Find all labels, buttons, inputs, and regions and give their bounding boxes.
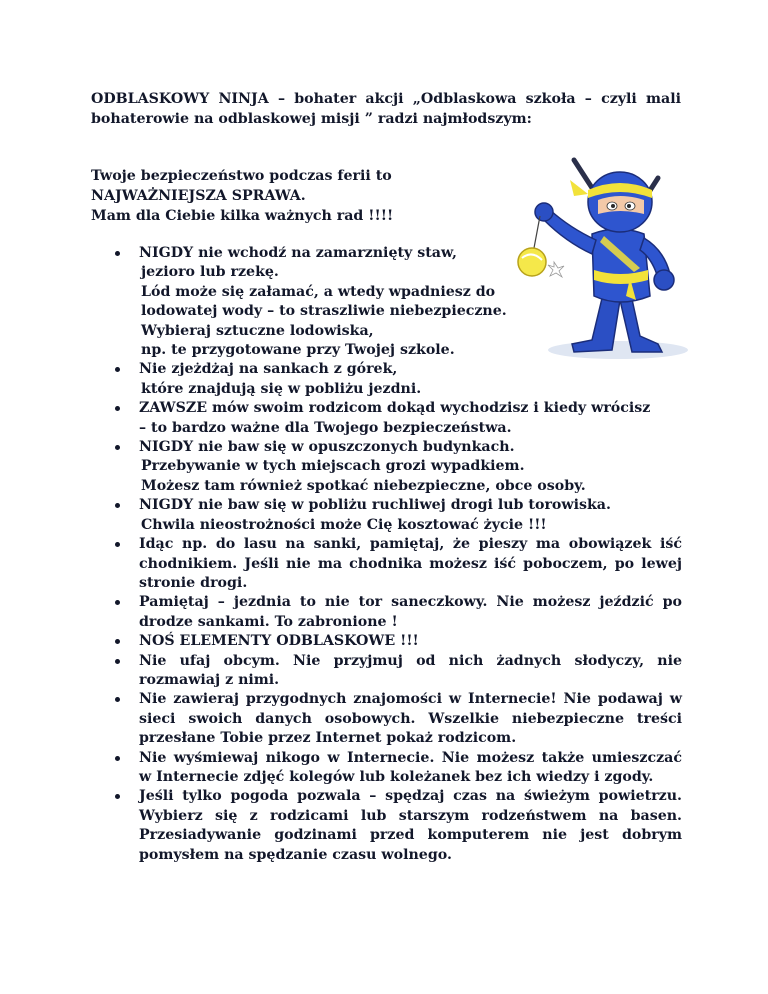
list-item-text: rozmawiaj z nimi.	[139, 671, 280, 688]
intro-paragraph	[91, 89, 681, 129]
list-item-text: sieci swoich danych osobowych. Wszelkie niebezpieczne treści	[139, 710, 682, 727]
list-item-text: Nie zjeżdżaj na sankach z górek,	[139, 361, 398, 378]
list-item-text: lodowatej wody – to straszliwie niebezpieczne.	[141, 303, 507, 320]
list-item-text: przesłane Tobie przez Internet pokaż rodzicom.	[139, 730, 517, 747]
list-item-text: chodnikiem. Jeśli nie ma chodnika możesz iść poboczem, po lewej	[139, 555, 682, 572]
greeting-line: NAJWAŻNIEJSZA SPRAWA.	[91, 188, 306, 204]
bullet-icon	[115, 445, 120, 450]
list-item-text: Nie zawieraj przygodnych znajomości w Internecie! Nie podawaj w	[139, 691, 682, 708]
list-item-text: NIGDY nie baw się w pobliżu ruchliwej drogi lub torowiska.	[139, 497, 611, 514]
bullet-icon	[115, 367, 120, 372]
list-item-text: w Internecie zdjęć kolegów lub koleżanek bez ich wiedzy i zgody.	[139, 768, 654, 785]
intro-line: ODBLASKOWY NINJA – bohater akcji „Odblaskowa szkoła – czyli mali	[91, 91, 681, 107]
list-item	[0, 652, 682, 691]
list-item-text: Przesiadywanie godzinami przed komputerem nie jest dobrym	[139, 827, 682, 844]
list-item-text: Wybierz się z rodzicami lub starszym rodzeństwem na basen.	[139, 807, 682, 824]
greeting-line: Twoje bezpieczeństwo podczas ferii to	[91, 168, 392, 184]
list-item-text: Chwila nieostrożności może Cię kosztować życie !!!	[141, 516, 547, 533]
bullet-icon	[115, 639, 120, 644]
bullet-icon	[115, 542, 120, 547]
list-item-text: ZAWSZE mów swoim rodzicom dokąd wychodzisz i kiedy wrócisz	[139, 400, 651, 417]
list-item-text: drodze sankami. To zabronione !	[139, 613, 398, 630]
list-item	[0, 438, 682, 496]
list-item-text: Możesz tam również spotkać niebezpieczne, obce osoby.	[141, 477, 586, 494]
list-item	[0, 690, 682, 748]
list-item-text: Lód może się załamać, a wtedy wpadniesz do	[141, 283, 496, 300]
list-item-text: Nie ufaj obcym. Nie przyjmuj od nich żadnych słodyczy, nie	[139, 652, 682, 669]
list-item-text: Jeśli tylko pogoda pozwala – spędzaj czas na świeżym powietrzu.	[139, 788, 682, 805]
list-item-text: Pamiętaj – jezdnia to nie tor saneczkowy. Nie możesz jeździć po	[139, 594, 682, 611]
list-item-text: NIGDY nie baw się w opuszczonych budynkach.	[139, 439, 515, 456]
list-item	[0, 496, 682, 535]
list-item-text: stronie drogi.	[139, 574, 248, 591]
bullet-icon	[115, 503, 120, 508]
bullet-icon	[115, 697, 120, 702]
list-item	[0, 244, 682, 360]
list-item	[0, 787, 682, 865]
list-item-text: Przebywanie w tych miejscach grozi wypadkiem.	[141, 458, 525, 475]
bullet-icon	[115, 251, 120, 256]
list-item	[0, 593, 682, 632]
list-item	[0, 360, 682, 399]
bullet-icon	[115, 600, 120, 605]
list-item-text: Nie wyśmiewaj nikogo w Internecie. Nie możesz także umieszczać	[139, 749, 682, 766]
list-item	[0, 399, 682, 438]
list-item-text: Wybieraj sztuczne lodowiska,	[141, 322, 374, 339]
greeting-paragraph	[91, 166, 431, 226]
bullet-icon	[115, 659, 120, 664]
bullet-icon	[115, 406, 120, 411]
list-item-text: NIGDY nie wchodź na zamarznięty staw,	[139, 245, 457, 261]
list-item-text: – to bardzo ważne dla Twojego bezpieczeństwa.	[139, 419, 512, 436]
list-item	[0, 632, 682, 651]
greeting-line: Mam dla Ciebie kilka ważnych rad !!!!	[91, 208, 394, 224]
list-item-text: np. te przygotowane przy Twojej szkole.	[141, 342, 455, 359]
bullet-icon	[115, 794, 120, 799]
list-item-text: jezioro lub rzekę.	[141, 264, 279, 281]
bullet-icon	[115, 756, 120, 761]
list-item	[0, 535, 682, 593]
list-item-text: Idąc np. do lasu na sanki, pamiętaj, że pieszy ma obowiązek iść	[139, 536, 682, 553]
list-item-text: które znajdują się w pobliżu jezdni.	[141, 380, 422, 397]
tips-list	[0, 244, 768, 865]
intro-line: bohaterowie na odblaskowej misji ” radzi najmłodszym:	[91, 111, 532, 127]
list-item-text: pomysłem na spędzanie czasu wolnego.	[139, 846, 452, 863]
list-item	[0, 749, 682, 788]
list-item-text: NOŚ ELEMENTY ODBLASKOWE !!!	[139, 633, 419, 650]
